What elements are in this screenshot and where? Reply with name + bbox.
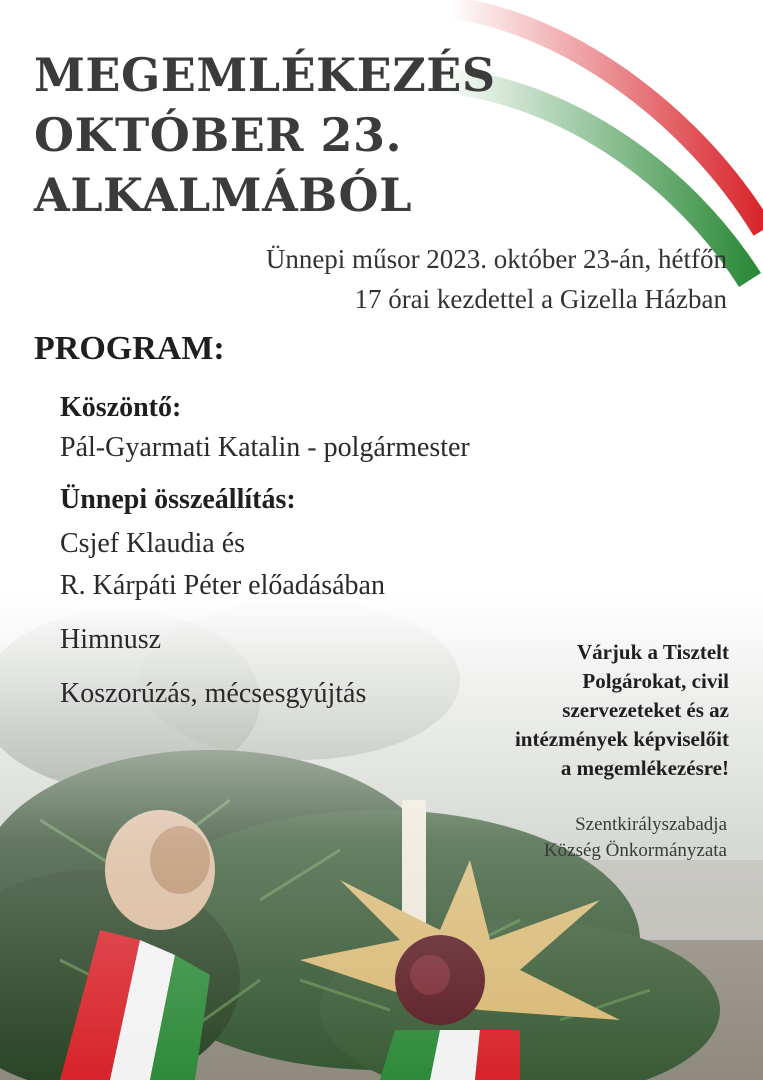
- program-item: Pál-Gyarmati Katalin - polgármester: [60, 432, 470, 463]
- invitation-line: a megemlékezésre!: [560, 756, 729, 780]
- program-item: R. Kárpáti Péter előadásában: [60, 570, 385, 601]
- program-heading: PROGRAM:: [34, 330, 225, 367]
- title-line: MEGEMLÉKEZÉS: [34, 48, 496, 102]
- signature-line: Szentkirályszabadja: [575, 814, 727, 835]
- signature-line: Község Önkormányzata: [543, 840, 727, 861]
- program-item: Himnusz: [60, 624, 162, 655]
- title-line: ALKALMÁBÓL: [34, 168, 412, 222]
- organizer-signature: [427, 812, 727, 864]
- event-venue-line: 17 órai kezdettel a Gizella Házban: [354, 284, 727, 314]
- program-item: Koszorúzás, mécsesgyújtás: [60, 678, 367, 709]
- invitation-line: szervezeteket és az: [562, 698, 729, 722]
- invitation-text: [409, 638, 729, 783]
- program-item: Köszöntő:: [60, 392, 182, 423]
- event-date-line: Ünnepi műsor 2023. október 23-án, hétfőn: [265, 244, 727, 274]
- invitation-line: intézmények képviselőit: [514, 727, 729, 751]
- title-line: OKTÓBER 23.: [34, 108, 403, 162]
- program-item: Csjef Klaudia és: [60, 528, 246, 559]
- program-item: Ünnepi összeállítás:: [60, 484, 296, 515]
- invitation-line: Várjuk a Tisztelt: [576, 640, 729, 664]
- invitation-line: Polgárokat, civil: [582, 669, 729, 693]
